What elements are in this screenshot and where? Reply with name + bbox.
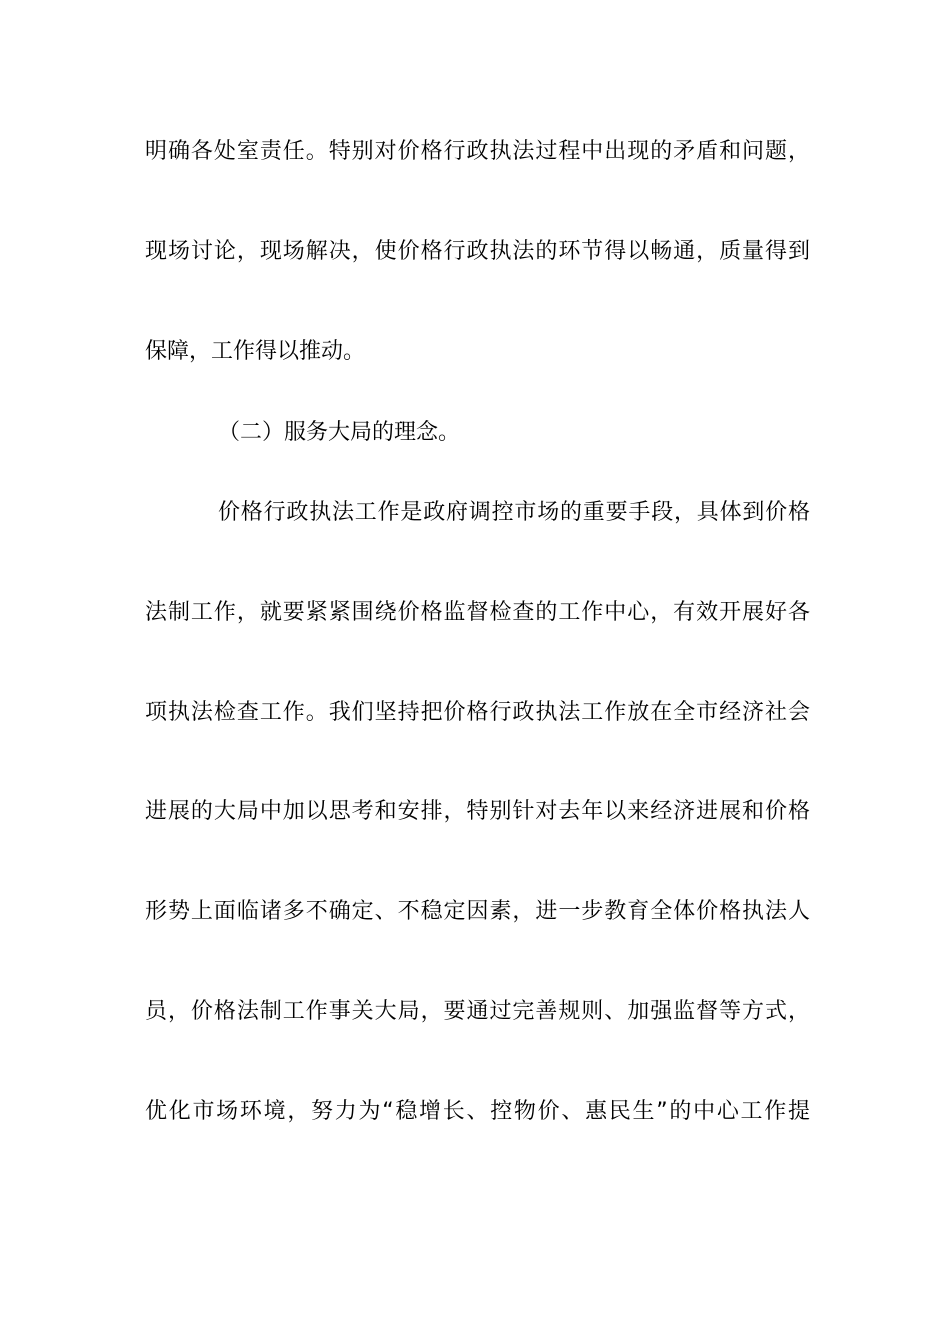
- paragraph-line: 形势上面临诸多不确定、不稳定因素，进一步教育全体价格执法人: [145, 899, 810, 924]
- paragraph-line: 法制工作，就要紧紧围绕价格监督检查的工作中心，有效开展好各: [145, 600, 810, 625]
- paragraph-line: 优化市场环境，努力为“稳增长、控物价、惠民生”的中心工作提: [145, 1099, 810, 1124]
- section-heading: （二）服务大局的理念。: [218, 420, 461, 445]
- paragraph-line: 员，价格法制工作事关大局，要通过完善规则、加强监督等方式，: [145, 999, 810, 1024]
- paragraph-line: 现场讨论，现场解决，使价格行政执法的环节得以畅通，质量得到: [145, 239, 810, 264]
- paragraph-line: 价格行政执法工作是政府调控市场的重要手段，具体到价格: [218, 500, 810, 525]
- paragraph-line: 进展的大局中加以思考和安排，特别针对去年以来经济进展和价格: [145, 799, 810, 824]
- paragraph-line: 明确各处室责任。特别对价格行政执法过程中出现的矛盾和问题，: [145, 139, 810, 164]
- paragraph-line: 项执法检查工作。我们坚持把价格行政执法工作放在全市经济社会: [145, 700, 810, 725]
- paragraph-line: 保障，工作得以推动。: [145, 339, 366, 364]
